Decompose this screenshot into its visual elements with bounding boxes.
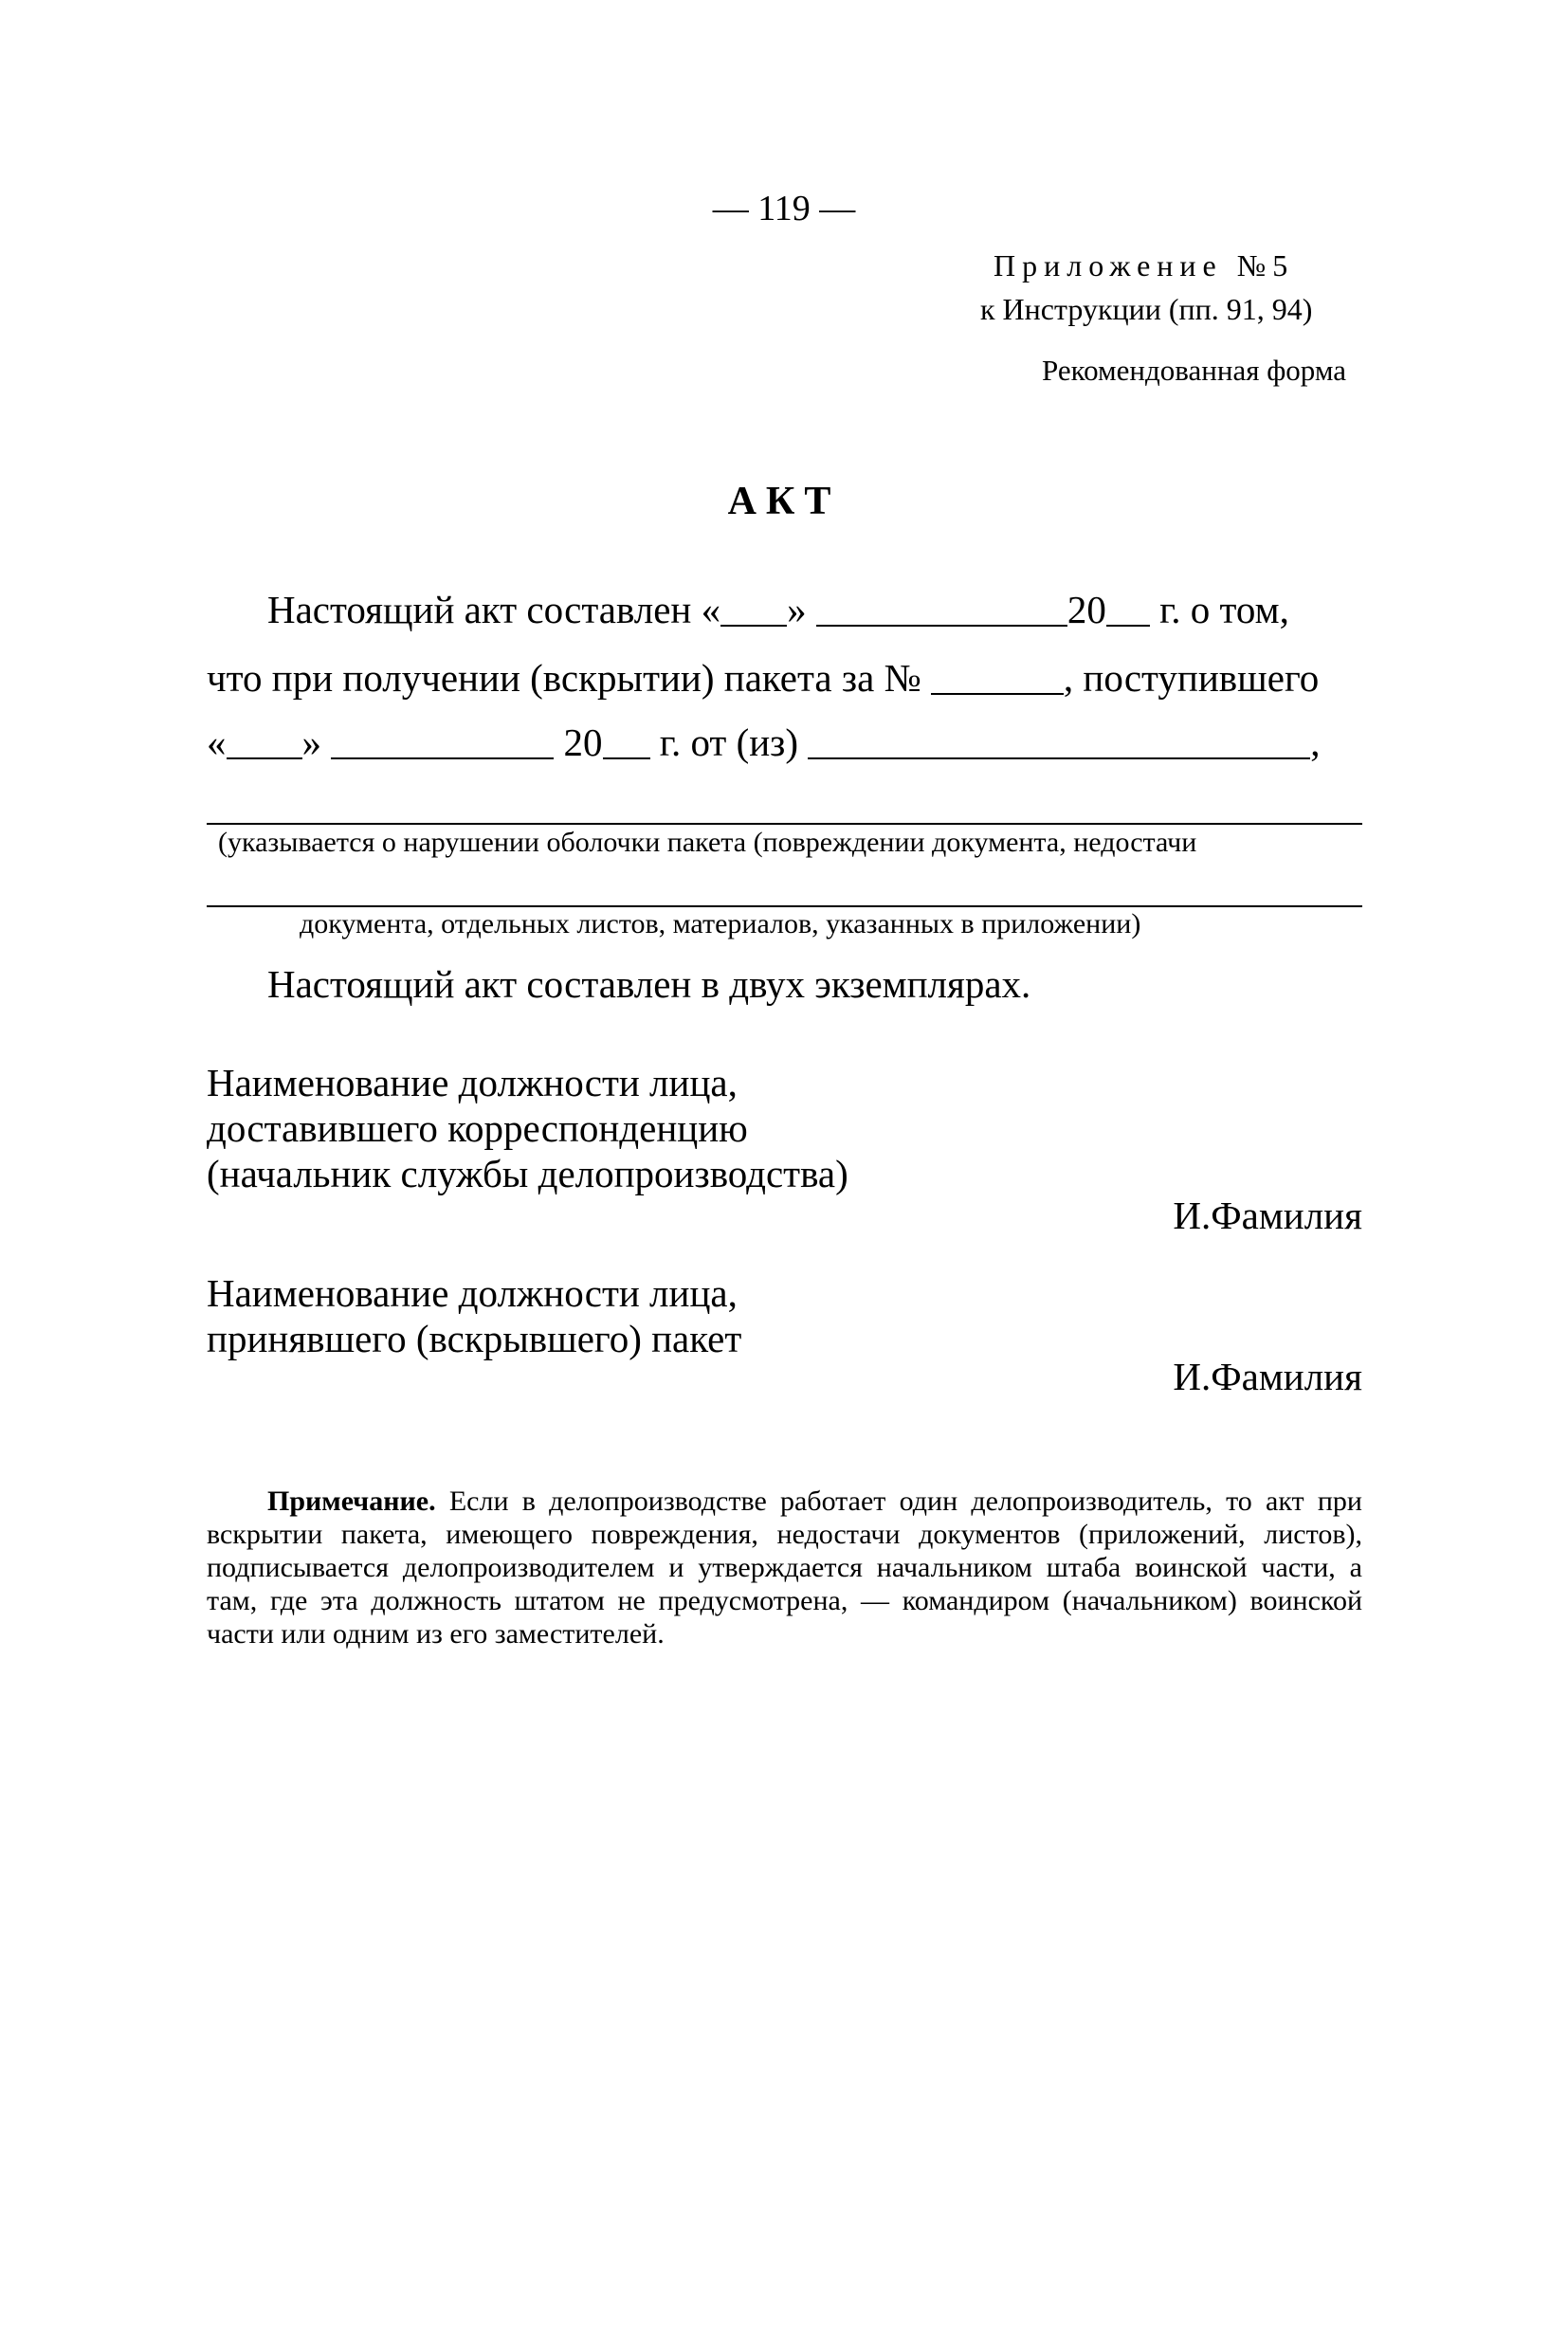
year-blank [1106,586,1150,627]
text: 20 [1067,588,1106,631]
instruction-reference: к Инструкции (пп. 91, 94) [980,292,1313,326]
form-type: Рекомендованная форма [1042,354,1346,387]
text: г. о том, [1159,588,1289,631]
year-blank [603,719,650,759]
text: Настоящий акт составлен « [267,588,721,631]
act-line-3 [207,719,1321,765]
signature-block-2 [207,1270,741,1361]
text: , [1310,720,1321,764]
document-title: АКТ [727,480,841,523]
signature-name-2: И.Фамилия [1173,1355,1362,1398]
sender-blank [808,719,1310,759]
text: « [207,720,227,764]
text: » [301,720,321,764]
position-line: Наименование должности лица, [207,1271,738,1315]
day-blank [227,719,302,759]
fill-line [207,823,1362,825]
text: 20 [563,720,603,764]
act-line-2 [207,654,1319,701]
text: г. от (из) [659,720,799,764]
fill-line [207,905,1362,907]
signature-name-1: И.Фамилия [1173,1194,1362,1237]
position-line: доставившего корреспонденцию [207,1106,748,1150]
month-blank [331,719,554,759]
position-line: принявшего (вскрывшего) пакет [207,1317,742,1360]
act-line-1 [267,586,1289,632]
month-blank [816,586,1067,627]
appendix-label: Приложение №5 [994,248,1295,283]
copies-statement: Настоящий акт составлен в двух экземплярах. [267,962,1031,1006]
text: что при получении (вскрытии) пакета за № [207,656,921,700]
note [207,1485,1362,1650]
page-number: — 119 — [712,189,856,228]
note-text: Если в делопроизводстве работает один делопроизводитель, то акт при вскрытии пакета, имеющего повреждения, недостачи документов (приложений, листов), подписывается делопроизводителем и утверждается начальником штаба воинской части, а там, где эта должность штатом не предусмотрена, — командиром (начальником) воинской части или одним из его заместителей. [207,1486,1362,1650]
signature-block-1 [207,1060,848,1196]
package-number-blank [931,654,1064,695]
caption-2: документа, отдельных листов, материалов, указанных в приложении) [300,908,1141,939]
text: , поступившего [1063,656,1320,700]
note-label: Примечание. [267,1486,436,1517]
position-line: (начальник службы делопроизводства) [207,1152,848,1195]
position-line: Наименование должности лица, [207,1061,738,1104]
caption-1: (указывается о нарушении оболочки пакета (повреждении документа, недостачи [218,827,1197,858]
text: » [787,588,807,631]
day-blank [720,586,787,627]
